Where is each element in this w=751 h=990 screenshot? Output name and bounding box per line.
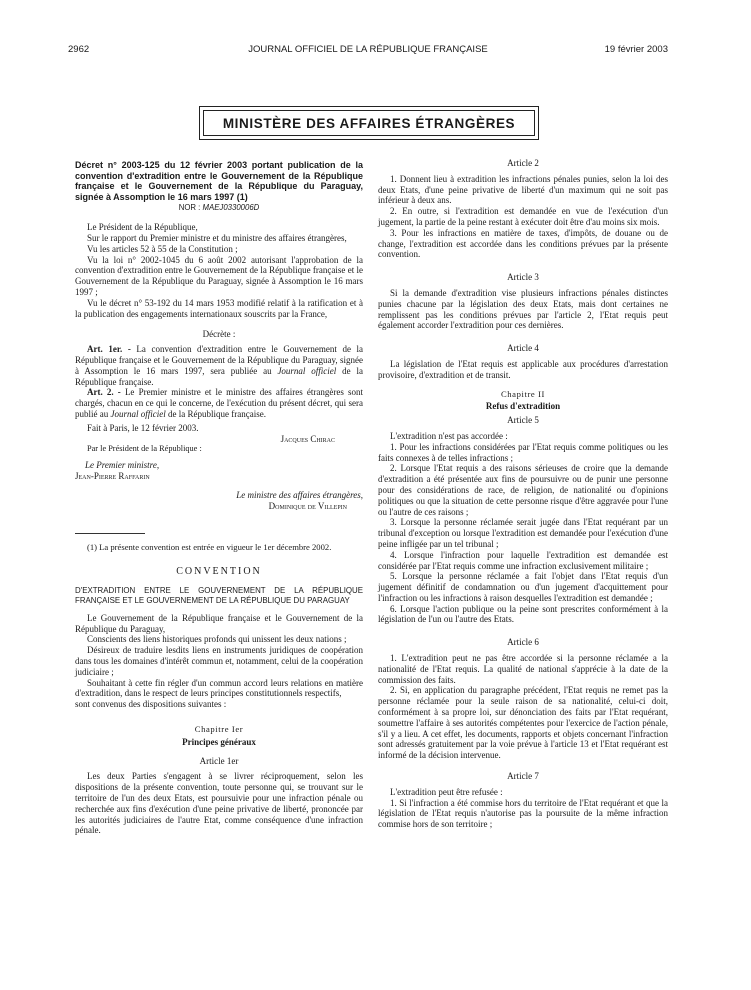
- footnote-rule: [75, 533, 145, 534]
- decree-paragraph: Vu la loi n° 2002-1045 du 6 août 2002 autorisant l'approbation de la convention d'extradition entre le Gouvernement de la République française et le Gouvernement de la République du Paraguay, signée à Assomption le 16 mars 1997 ;: [75, 254, 363, 297]
- decree-paragraph: Vu le décret n° 53-192 du 14 mars 1953 modifié relatif à la ratification et à la publication des engagements internationaux souscrits par la France,: [75, 297, 363, 319]
- ministry-box: [199, 106, 539, 140]
- article-paragraph: L'extradition n'est pas accordée :: [390, 430, 508, 441]
- article-heading: Article 6: [507, 637, 539, 648]
- convention-title: CONVENTION: [176, 566, 262, 578]
- article-paragraph: 1. L'extradition peut ne pas être accordée si la personne réclamée a la nationalité de l'Etat requis. La qualité de national s'apprécie à la date de la commission des faits.: [378, 653, 668, 685]
- article-paragraph: 3. Pour les infractions en matière de taxes, d'impôts, de douane ou de change, l'extradition est accordée dans les conditions prévues par la présente convention.: [378, 227, 668, 260]
- right-column: [378, 158, 668, 830]
- nor-value: MAEJ0330006D: [202, 203, 260, 213]
- article-heading: Article 5: [507, 415, 539, 426]
- article-paragraph: 2. En outre, si l'extradition est demandée en vue de l'exécution d'un jugement, la partie de la peine restant à exécuter doit être d'au moins six mois.: [378, 206, 668, 227]
- page-number: 2962: [68, 44, 90, 55]
- footnote: (1) La présente convention est entrée en vigueur le 1er décembre 2002.: [87, 542, 332, 553]
- article-paragraph: Les deux Parties s'engagent à se livrer réciproquement, selon les dispositions de la présente convention, toute personne qui, se trouvant sur le territoire de l'un des deux Etats, est poursuivie pour une infraction pénale ou recherchée aux fins d'exécution d'une peine privative de liberté, prononcée par les autorités judiciaires de l'autre Etat, comme conséquence d'une infraction pénale.: [75, 771, 363, 836]
- journal-title: JOURNAL OFFICIEL DE LA RÉPUBLIQUE FRANÇAISE: [248, 44, 488, 55]
- running-header: [68, 44, 668, 58]
- article-paragraph: La législation de l'Etat requis est applicable aux procédures d'arrestation provisoire, d'extradition et de transit.: [378, 358, 668, 380]
- decree-title: Décret n° 2003-125 du 12 février 2003 portant publication de la convention d'extradition entre le Gouvernement de la République française et le Gouvernement de la République du Paraguay, signée à Assomption le 16 mars 1997 (1): [75, 160, 363, 202]
- pm-title: Le Premier ministre,: [85, 460, 160, 471]
- article-text: de la République française.: [168, 408, 266, 419]
- decree-paragraph: Vu les articles 52 à 55 de la Constitution ;: [87, 243, 238, 254]
- preamble-paragraph: sont convenus des dispositions suivantes :: [75, 699, 227, 710]
- chapter-title: Refus d'extradition: [485, 401, 561, 412]
- decree-paragraph: Sur le rapport du Premier ministre et du ministre des affaires étrangères,: [87, 232, 347, 243]
- mae-title: Le ministre des affaires étrangères,: [236, 489, 363, 500]
- decree-article-2: [75, 387, 363, 419]
- article-paragraph: 1. Pour les infractions considérées par l'Etat requis comme politiques ou les faits connexes à de telles infractions ;: [378, 441, 668, 463]
- article-paragraph: 3. Lorsque la personne réclamée serait jugée dans l'Etat requérant par un tribunal d'exception ou lorsque l'extradition est demandée pour l'exécution d'une peine infligée par un tel tribunal ;: [378, 517, 668, 549]
- fait-a-paris: Fait à Paris, le 12 février 2003.: [87, 422, 199, 433]
- convention-subtitle: D'EXTRADITION ENTRE LE GOUVERNEMENT DE LA RÉPUBLIQUE FRANÇAISE ET LE GOUVERNEMENT DE LA RÉPUBLIQUE DU PARAGUAY: [75, 585, 363, 605]
- article-paragraph: 1. Si l'infraction a été commise hors du territoire de l'Etat requérant et que la législation de l'Etat requis n'autorise pas la poursuite de la même infraction commise hors de son territoire ;: [378, 797, 668, 830]
- article-paragraph: 2. Lorsque l'Etat requis a des raisons sérieuses de croire que la demande d'extradition a été présentée aux fins de poursuivre ou de punir une personne pour des considérations de race, de religion, de nationalité ou d'opinions politiques ou que la situation de cette personne risque d'être aggravée pour l'une ou l'autre de ces raisons ;: [378, 463, 668, 517]
- decrete-label: Décrète :: [202, 329, 236, 340]
- left-column: [75, 158, 363, 836]
- pm-name: Jean-Pierre Raffarin: [75, 470, 150, 481]
- decree-article-1: [75, 344, 363, 387]
- journal-ref: Journal officiel: [277, 365, 337, 376]
- article-text: Le Premier ministre et le ministre des affaires étrangères sont chargés, chacun en ce qui le concerne, de l'exécution du présent décret, qui sera publié au: [75, 387, 363, 419]
- par-le-president: Par le Président de la République :: [87, 444, 202, 454]
- article-text: de la République française.: [75, 365, 364, 387]
- article-paragraph: Si la demande d'extradition vise plusieurs infractions pénales distinctes punies chacune par la législation des deux Etats, mais dont certaines ne remplissent pas les conditions prévues par l'article 2, l'Etat requis peut également accorder l'extradition pour ces dernières.: [378, 287, 668, 331]
- chapter-title: Principes généraux: [182, 736, 256, 747]
- article-paragraph: L'extradition peut être refusée :: [390, 786, 503, 797]
- nor-label: NOR :: [178, 203, 201, 213]
- issue-date: 19 février 2003: [604, 44, 668, 55]
- article-paragraph: 4. Lorsque l'infraction pour laquelle l'extradition est demandée est considérée par l'Etat requis comme une infraction exclusivement militaire ;: [378, 549, 668, 571]
- journal-ref: Journal officiel: [110, 408, 166, 419]
- nor-reference: [75, 203, 363, 214]
- preamble-paragraph: Le Gouvernement de la République française et le Gouvernement de la République du Paraguay,: [75, 612, 363, 634]
- article-heading: Article 3: [507, 272, 539, 283]
- chapter-label: Chapitre Ier: [194, 724, 244, 735]
- article-paragraph: 6. Lorsque l'action publique ou la peine sont prescrites conformément à la législation de l'un ou l'autre des Etats.: [378, 603, 668, 625]
- signature-president: Jacques Chirac: [280, 433, 335, 444]
- preamble-paragraph: Conscients des liens historiques profonds qui unissent les deux nations ;: [87, 634, 347, 645]
- chapter-label: Chapitre II: [500, 388, 546, 399]
- decree-paragraph: Le Président de la République,: [87, 222, 198, 233]
- article-paragraph: 2. Si, en application du paragraphe précédent, l'Etat requis ne remet pas la personne réclamée pour la seule raison de sa nationalité, celui-ci doit, conformément à sa propre loi, sur dénonciation des faits par l'Etat requérant, soumettre l'affaire à ses autorités compétentes pour l'exercice de l'action pénale, s'il y a lieu. A cet effet, les documents, rapports et objets concernant l'infraction sont adressés gratuitement par la voie prévue à l'article 13 et l'Etat requérant est informé de la décision intervenue.: [378, 685, 668, 761]
- preamble-paragraph: Désireux de traduire lesdits liens en instruments juridiques de coopération dans tous les domaines d'intérêt commun et, notamment, celui de la coopération judiciaire ;: [75, 645, 363, 677]
- mae-name: Dominique de Villepin: [268, 500, 347, 511]
- article-heading: Article 4: [507, 343, 539, 354]
- ministry-heading: MINISTÈRE DES AFFAIRES ÉTRANGÈRES: [203, 110, 535, 136]
- article-paragraph: 1. Donnent lieu à extradition les infractions pénales punies, selon la loi des deux Etats, d'une peine privative de liberté d'un maximum qui ne soit pas inférieur à deux ans.: [378, 173, 668, 206]
- article-text: La convention d'extradition entre le Gouvernement de la République française et le Gouvernement de la République du Paraguay, signée à Assomption le 16 mars 1997, sera publiée au: [75, 344, 364, 376]
- article-heading: Article 7: [507, 771, 539, 782]
- article-heading: Article 1er: [199, 755, 239, 766]
- article-label: Art. 1er. -: [87, 344, 131, 355]
- article-heading: Article 2: [507, 158, 539, 168]
- article-paragraph: 5. Lorsque la personne réclamée a fait l'objet dans l'Etat requis d'un jugement définitif de condamnation ou d'un jugement d'acquittement pour l'infraction ou les infractions à raison desquelles l'extradition est demandée ;: [378, 571, 668, 603]
- article-label: Art. 2. -: [87, 387, 121, 398]
- preamble-paragraph: Souhaitant à cette fin régler d'un commun accord leurs relations en matière d'extradition, dans le respect de leurs principes constitutionnels respectifs,: [75, 677, 363, 699]
